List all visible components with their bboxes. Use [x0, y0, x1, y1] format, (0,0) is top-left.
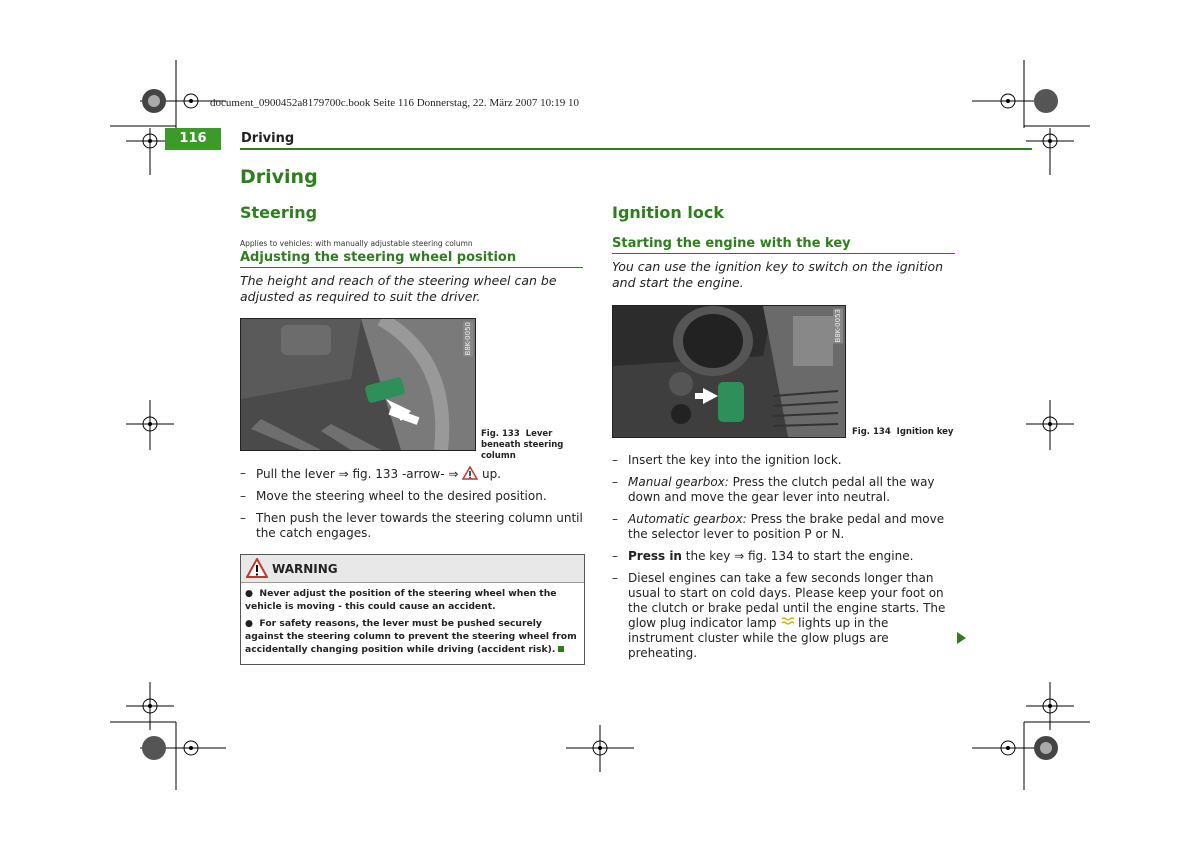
list-item: – Automatic gearbox: Press the brake pedal and move the selector lever to position P or N. [612, 512, 957, 542]
figure-code: B8K-0050 [464, 322, 472, 356]
list-item: – Move the steering wheel to the desired position. [240, 489, 583, 504]
list-item: – Press in the key ⇒ fig. 134 to start the engine. [612, 549, 957, 564]
warning-item: ● Never adjust the position of the steering wheel when the vehicle is moving - this could cause an accident. [245, 588, 557, 612]
warning-item: ● For safety reasons, the lever must be pushed securely against the steering column to prevent the steering wheel from accidentally changing position while driving (accident risk). [245, 618, 577, 655]
ignition-steps [612, 453, 957, 668]
figure-134-caption: Fig. 134 Ignition key [852, 427, 954, 437]
page-number: 116 [165, 128, 221, 150]
steering-intro: The height and reach of the steering wheel can be adjusted as required to suit the driver. [240, 273, 557, 304]
warning-title: WARNING [272, 562, 338, 576]
applies-note: Applies to vehicles: with manually adjustable steering column [240, 239, 473, 248]
ignition-key-illustration [613, 306, 845, 437]
warning-triangle-icon [462, 466, 478, 480]
chapter-title: Driving [240, 166, 318, 188]
ignition-intro: You can use the ignition key to switch on the ignition and start the engine. [612, 259, 944, 290]
file-info: document_0900452a8179700c.book Seite 116 Donnerstag, 22. März 2007 10:19 10 [210, 97, 579, 109]
warning-triangle-icon [246, 558, 268, 578]
steering-lever-illustration [241, 319, 475, 450]
running-header: Driving [241, 131, 295, 146]
warning-box [240, 554, 585, 665]
list-item: – Manual gearbox: Press the clutch pedal all the way down and move the gear lever into neutral. [612, 475, 957, 505]
continue-arrow-icon [957, 632, 966, 644]
list-item: – Diesel engines can take a few seconds longer than usual to start on cold days. Please keep your foot on the clutch or brake pedal until the engine starts. The glow plug indicator lamp lights up in the instrument cluster while the glow plugs are preheating. [612, 571, 957, 661]
end-of-section-icon [558, 646, 564, 652]
list-item: – Insert the key into the ignition lock. [612, 453, 957, 468]
warning-header [241, 555, 584, 583]
warning-body [241, 583, 584, 664]
figure-133 [240, 318, 476, 451]
list-item: – Pull the lever ⇒ fig. 133 -arrow- ⇒ up. [240, 466, 583, 482]
figure-code: B8K-0053 [834, 309, 842, 343]
steering-steps [240, 466, 583, 548]
steering-heading: Steering [240, 203, 318, 222]
ignition-heading: Ignition lock [612, 203, 724, 222]
start-engine-subheading: Starting the engine with the key [612, 236, 955, 254]
header-rule [240, 148, 1032, 150]
glow-plug-icon [780, 616, 794, 628]
list-item: – Then push the lever towards the steering column until the catch engages. [240, 511, 583, 541]
figure-133-caption: Fig. 133 Lever beneath steering column [481, 429, 564, 461]
figure-134 [612, 305, 846, 438]
adjust-subheading: Adjusting the steering wheel position [240, 250, 583, 268]
